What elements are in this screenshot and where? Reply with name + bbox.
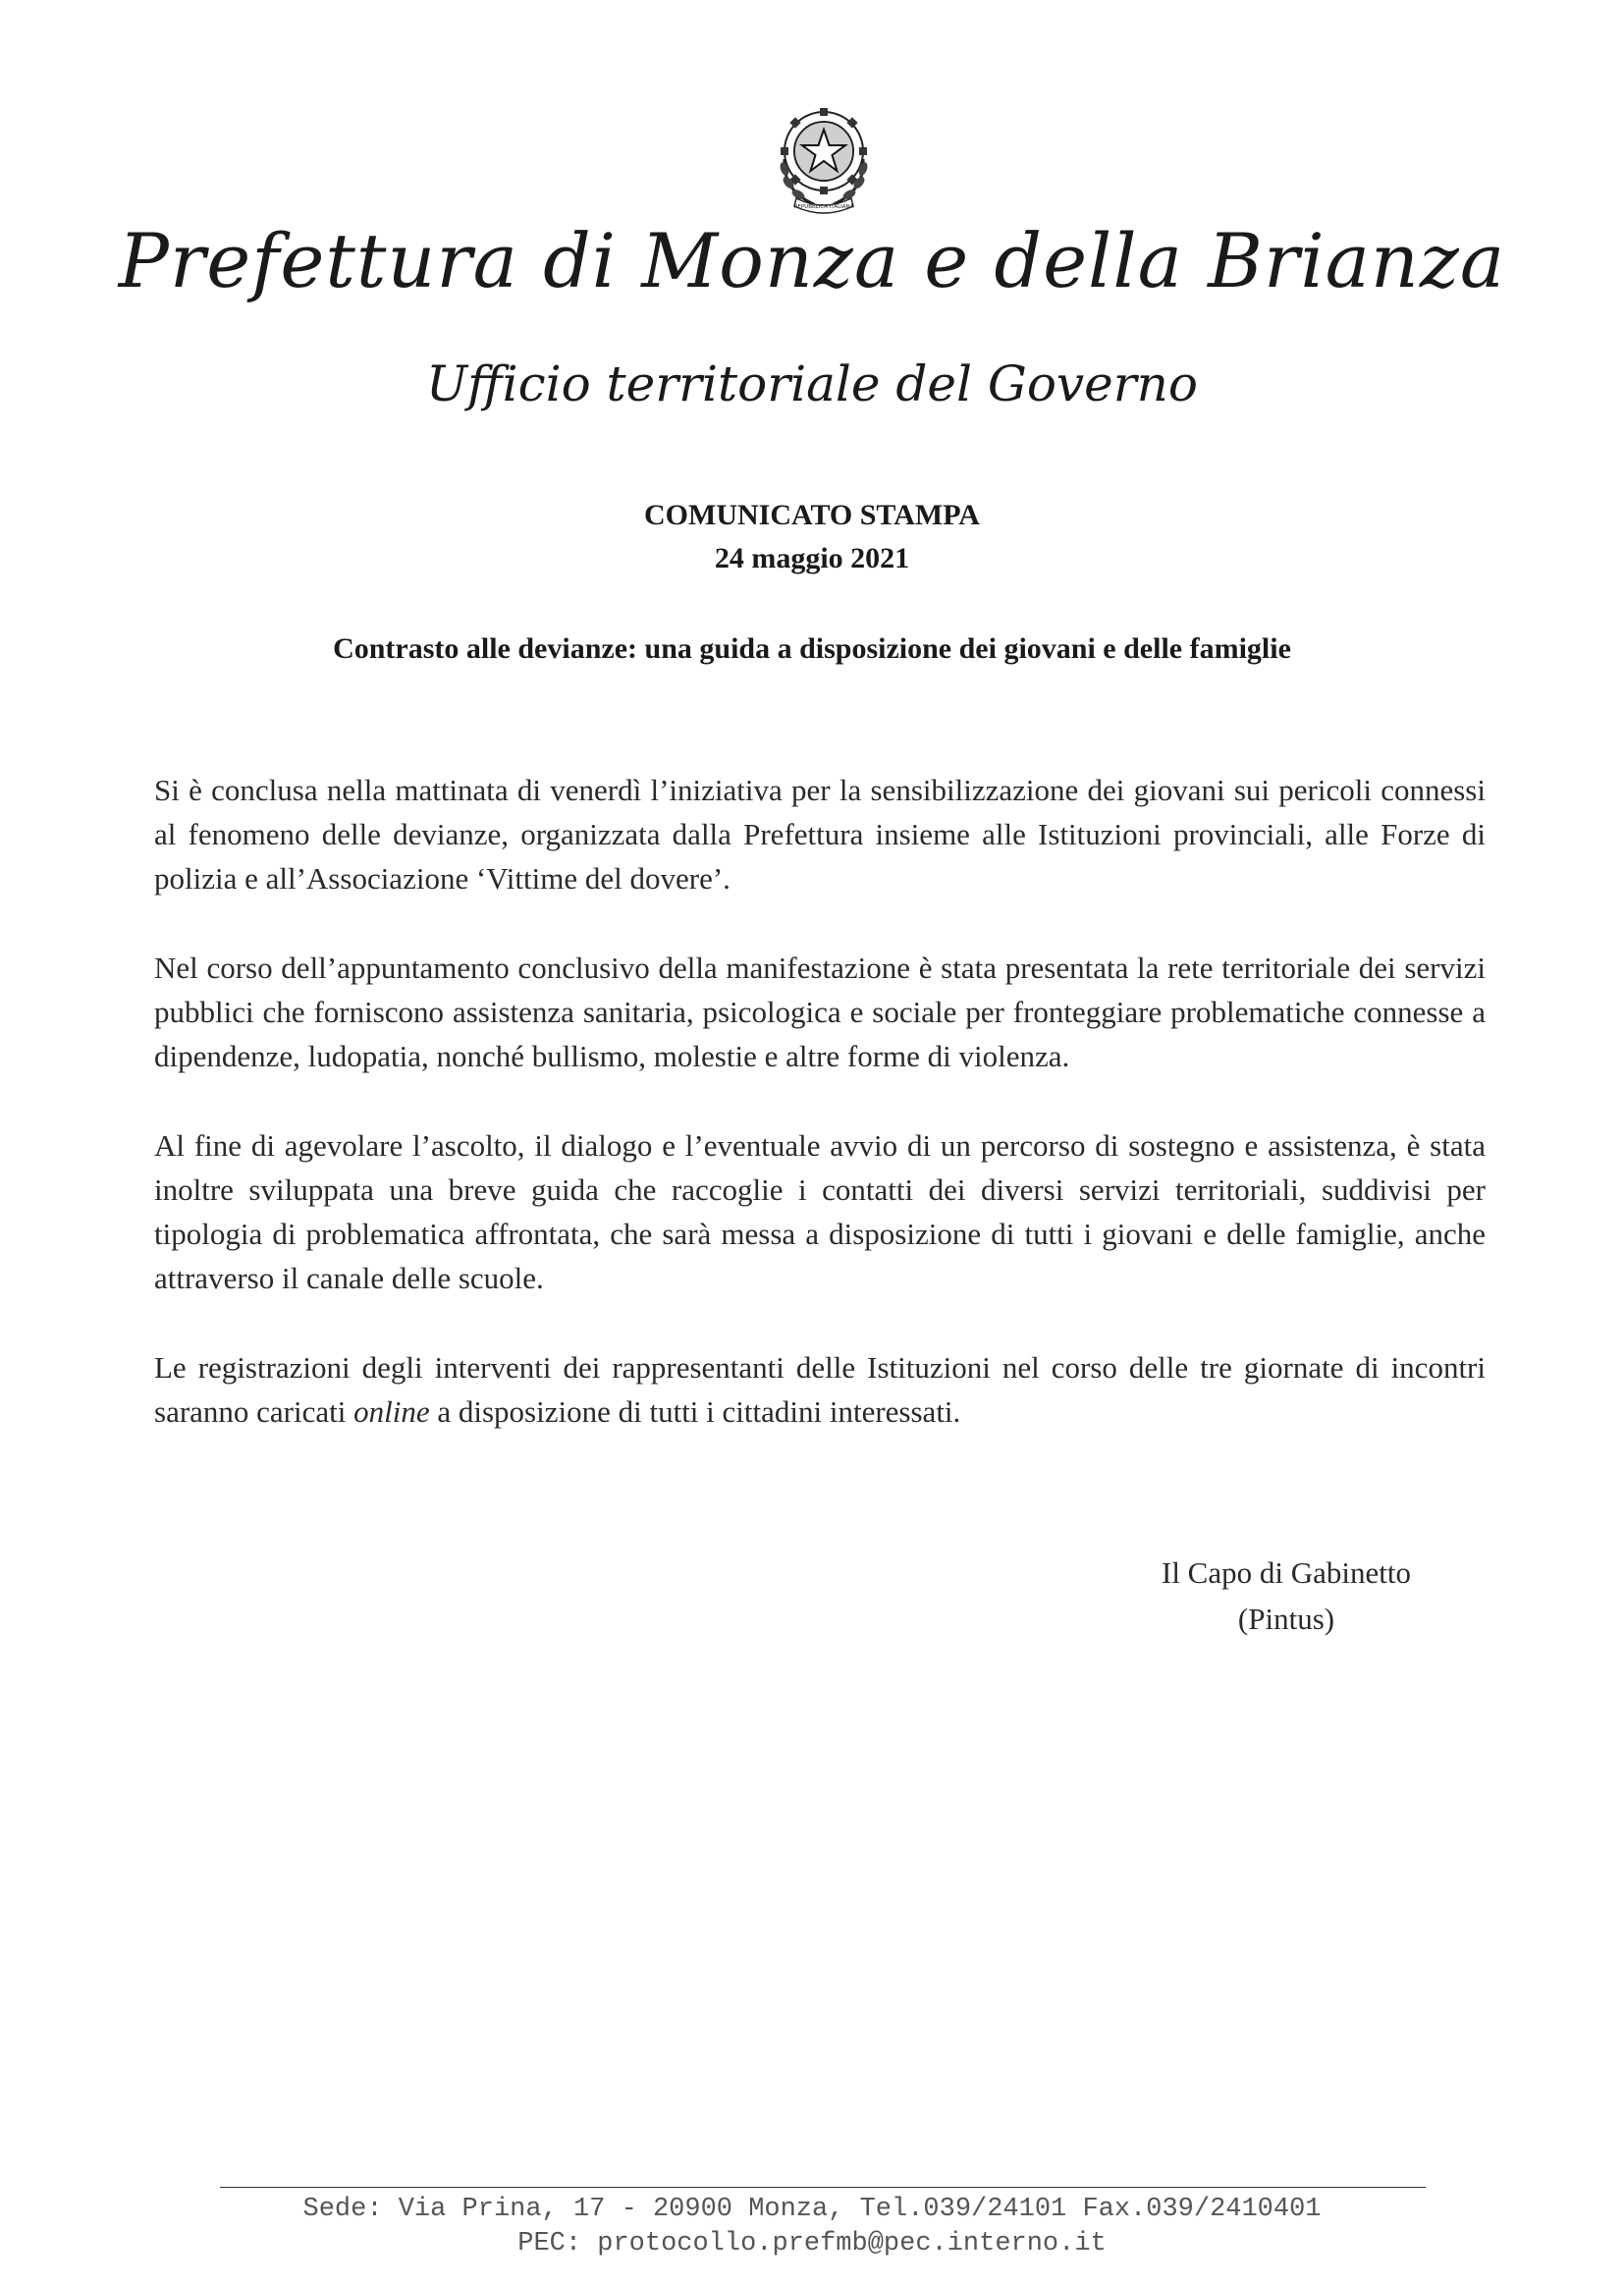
signature-name: (Pintus): [1237, 1602, 1335, 1636]
body-paragraph-4-start: Le registrazioni degli interventi dei rappresentanti delle Istituzioni nel corso delle tre giornate di incontri saranno caricati: [154, 1350, 1486, 1429]
body-paragraph-3: Al fine di agevolare l’ascolto, il dialogo e l’eventuale avvio di un percorso di sostegno e assistenza, è stata inoltre sviluppata una breve guida che raccoglie i contatti dei diversi servizi territoriali, suddivisi per tipologia di problematica affrontata, che sarà messa a disposizione di tutti i giovani e delle famiglie, anche attraverso il canale delle scuole.: [154, 1128, 1486, 1295]
footer-address: Sede: Via Prina, 17 - 20900 Monza, Tel.039/24101 Fax.039/2410401: [302, 2195, 1322, 2224]
body-paragraph-4-end: a disposizione di tutti i cittadini interessati.: [429, 1394, 961, 1429]
press-release-date: 24 maggio 2021: [714, 542, 910, 574]
press-release-heading: [0, 494, 1624, 580]
signature-block: [1129, 1550, 1443, 1642]
body-paragraph-4-emphasis: online: [353, 1394, 430, 1429]
footer-pec: PEC: protocollo.prefmb@pec.interno.it: [517, 2229, 1107, 2258]
body-paragraph-2: Nel corso dell’appuntamento conclusivo della manifestazione è stata presentata la rete territoriale dei servizi pubblici che forniscono assistenza sanitaria, psicologica e sociale per fronteggiare problematiche connesse a dipendenze, ludopatia, nonché bullismo, molestie e altre forme di violenza.: [154, 951, 1486, 1073]
footer-divider: [220, 2187, 1426, 2188]
body-paragraph-4: [154, 1345, 1486, 1434]
press-release-headline: Contrasto alle devianze: una guida a disposizione dei giovani e delle famiglie: [333, 632, 1291, 665]
signature-role: Il Capo di Gabinetto: [1162, 1555, 1411, 1590]
body-paragraph-1: Si è conclusa nella mattinata di venerdì l’iniziativa per la sensibilizzazione dei giovani sui pericoli connessi al fenomeno delle devianze, organizzata dalla Prefettura insieme alle Istituzioni provinciali, alle Forze di polizia e all’Associazione ‘Vittime del dovere’.: [154, 773, 1486, 896]
page-title: Prefettura di Monza e della Brianza: [118, 217, 1506, 304]
italian-republic-emblem-icon: [763, 96, 885, 218]
page-subtitle: Ufficio territoriale del Governo: [426, 355, 1198, 412]
footer: [0, 2193, 1624, 2261]
emblem-ribbon-text: REPUBBLICA ITALIANA: [793, 204, 854, 210]
press-release-label: COMUNICATO STAMPA: [644, 499, 980, 531]
press-release-body: [154, 768, 1486, 1479]
